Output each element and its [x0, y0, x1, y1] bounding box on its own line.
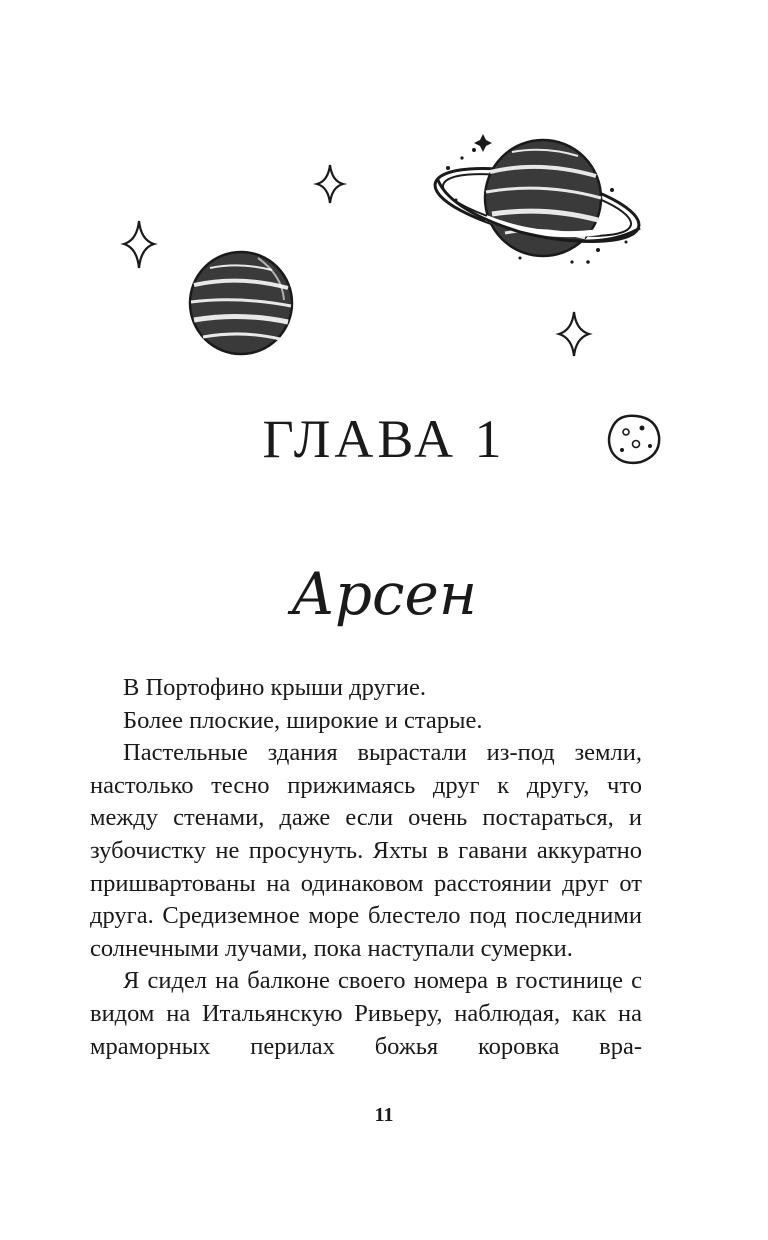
- sparkle-star-icon: [317, 165, 343, 203]
- chapter-name: Арсен: [290, 560, 478, 628]
- sparkle-star-icon: [124, 221, 154, 268]
- planet-icon: [190, 252, 292, 354]
- body-text: [90, 672, 642, 1063]
- sparkle-star-icon: [559, 312, 589, 356]
- page-number: 11: [374, 1104, 394, 1126]
- paragraph: В Портофино крыши другие.: [123, 674, 426, 701]
- ringed-planet-icon: [429, 134, 645, 264]
- paragraph: Более плоские, широкие и старые.: [123, 706, 483, 734]
- paragraph: Пастельные здания вырастали из-под земли, настолько тесно прижимаясь друг к другу, что между стенами, даже если очень постараться, и зубочистку не просунуть. Яхты в гавани аккуратно пришвартованы на одинаковом расстоянии друг от друга. Средиземное море блестело под последними солнечными лучами, пока наступали сумерки.: [90, 739, 642, 962]
- chapter-title: ГЛАВА 1: [262, 409, 506, 469]
- paragraph: Я сидел на балконе своего номера в гостинице с видом на Итальянскую Ривьеру, наблюдая, как на мраморных перилах божья коровка вра-: [90, 967, 642, 1060]
